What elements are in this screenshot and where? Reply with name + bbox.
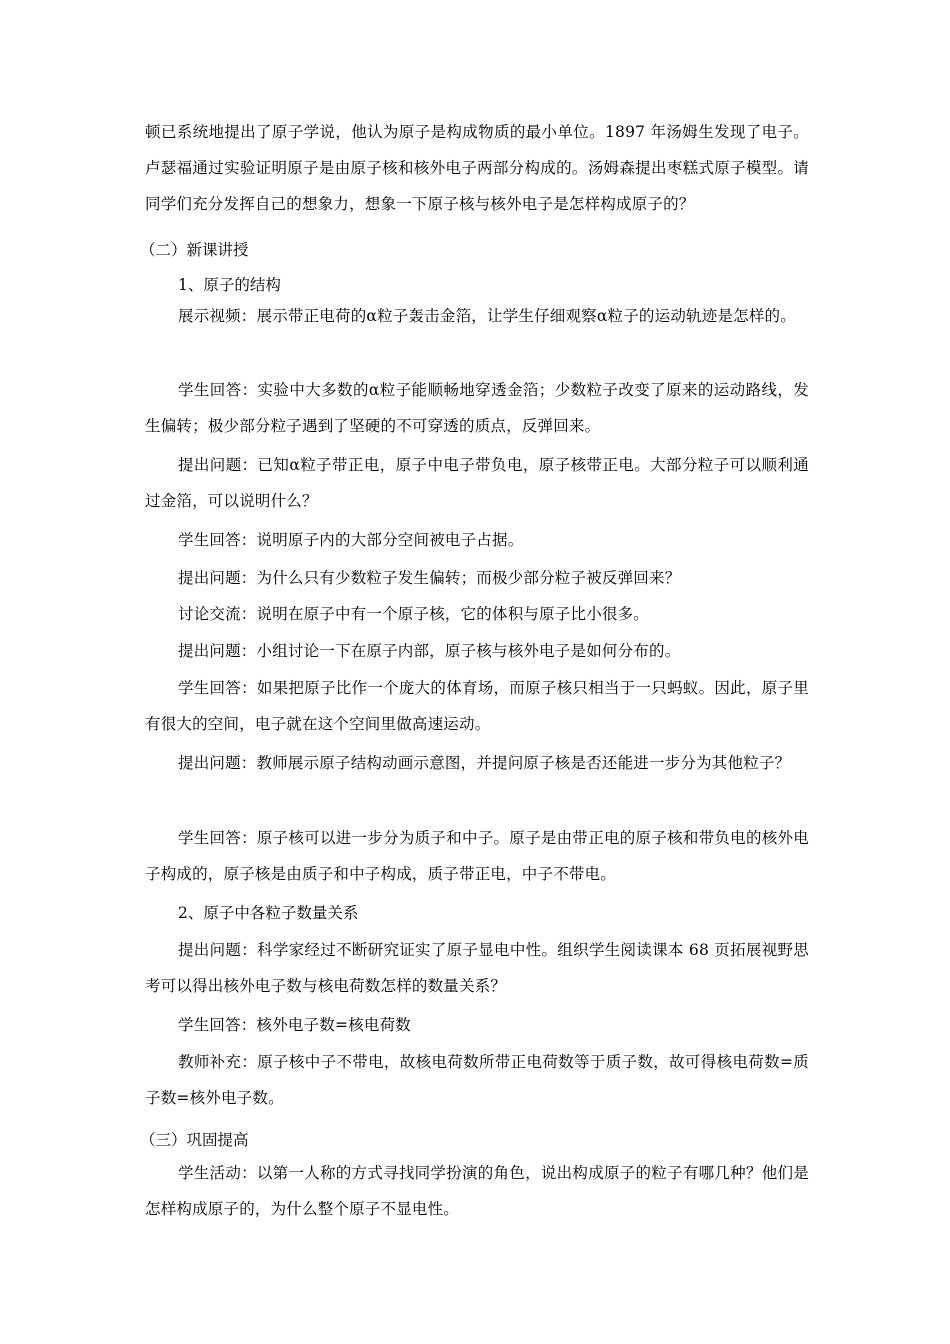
- paragraph-student-activity: 学生活动：以第一人称的方式寻找同学扮演的角色，说出构成原子的粒子有哪几种？他们是怎样构成原子的，为什么整个原子不显电性。: [145, 1164, 809, 1218]
- paragraph-student-answer-1: 学生回答：实验中大多数的α粒子能顺畅地穿透金箔；少数粒子改变了原来的运动路线，发生偏转；极少部分粒子遇到了坚硬的不可穿透的质点，反弹回来。: [145, 381, 809, 435]
- subheading-atom-structure: 1、原子的结构: [178, 276, 281, 294]
- paragraph-teacher-supplement: 教师补充：原子核中子不带电，故核电荷数所带正电荷数等于质子数，故可得核电荷数=质子数=核外电子数。: [145, 1053, 809, 1107]
- paragraph-student-answer-4: 学生回答：原子核可以进一步分为质子和中子。原子是由带正电的原子核和带负电的核外电子构成的，原子核是由质子和中子构成，质子带正电，中子不带电。: [145, 829, 809, 883]
- intro-paragraph: 顿已系统地提出了原子学说，他认为原子是构成物质的最小单位。1897 年汤姆生发现了电子。卢瑟福通过实验证明原子是由原子核和核外电子两部分构成的。汤姆森提出枣糕式原子模型。请同学们充分发挥自己的想象力，想象一下原子核与核外电子是怎样构成原子的？: [145, 123, 809, 213]
- paragraph-student-answer-2: 学生回答：说明原子内的大部分空间被电子占据。: [178, 531, 524, 549]
- paragraph-show-video: 展示视频：展示带正电荷的α粒子轰击金箔，让学生仔细观察α粒子的运动轨迹是怎样的。: [178, 307, 796, 325]
- section-heading-new-lesson: （二）新课讲授: [140, 241, 249, 259]
- paragraph-discussion: 讨论交流：说明在原子中有一个原子核，它的体积与原子比小很多。: [178, 605, 650, 623]
- paragraph-question-3: 提出问题：小组讨论一下在原子内部，原子核与核外电子是如何分布的。: [178, 642, 681, 660]
- section-heading-consolidation: （三）巩固提高: [140, 1131, 249, 1149]
- paragraph-question-1: 提出问题：已知α粒子带正电，原子中电子带负电，原子核带正电。大部分粒子可以顺利通过金箔，可以说明什么？: [145, 456, 809, 510]
- paragraph-student-answer-5: 学生回答：核外电子数=核电荷数: [178, 1016, 411, 1034]
- subheading-particle-relations: 2、原子中各粒子数量关系: [178, 904, 359, 922]
- paragraph-question-5: 提出问题：科学家经过不断研究证实了原子显电中性。组织学生阅读课本 68 页拓展视野思考可以得出核外电子数与核电荷数怎样的数量关系？: [145, 941, 809, 995]
- paragraph-question-4: 提出问题：教师展示原子结构动画示意图，并提问原子核是否还能进一步分为其他粒子？: [178, 754, 791, 772]
- paragraph-question-2: 提出问题：为什么只有少数粒子发生偏转；而极少部分粒子被反弹回来？: [178, 569, 681, 587]
- paragraph-student-answer-3: 学生回答：如果把原子比作一个庞大的体育场，而原子核只相当于一只蚂蚁。因此，原子里有很大的空间，电子就在这个空间里做高速运动。: [145, 679, 809, 733]
